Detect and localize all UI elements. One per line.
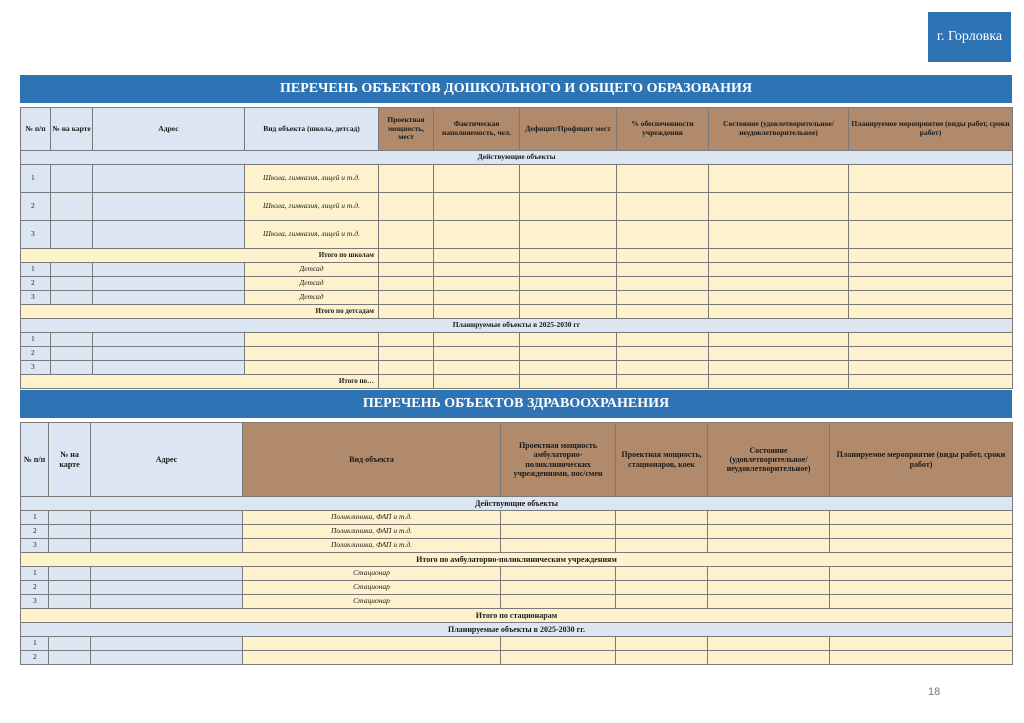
row-number: 3 bbox=[21, 361, 51, 375]
object-type-cell: Стационар bbox=[243, 595, 501, 609]
data-cell bbox=[708, 595, 830, 609]
col-header-address: Адрес bbox=[91, 423, 243, 497]
row-number: 3 bbox=[21, 291, 51, 305]
table-row bbox=[21, 221, 1013, 249]
map-number-cell bbox=[49, 511, 91, 525]
data-cell bbox=[520, 165, 617, 193]
data-cell bbox=[379, 193, 434, 221]
address-cell bbox=[93, 333, 245, 347]
data-cell bbox=[617, 221, 709, 249]
data-cell bbox=[617, 347, 709, 361]
data-cell bbox=[708, 637, 830, 651]
table-row bbox=[21, 361, 1013, 375]
table-row bbox=[21, 651, 1013, 665]
data-cell bbox=[379, 277, 434, 291]
row-number: 2 bbox=[21, 651, 49, 665]
address-cell bbox=[91, 525, 243, 539]
data-cell bbox=[379, 249, 434, 263]
map-number-cell bbox=[51, 277, 93, 291]
section-row bbox=[21, 623, 1013, 637]
address-cell bbox=[93, 193, 245, 221]
table-row bbox=[21, 193, 1013, 221]
map-number-cell bbox=[51, 221, 93, 249]
data-cell bbox=[709, 221, 849, 249]
data-cell bbox=[709, 375, 849, 389]
section-planned-label: Планируемые объекты в 2025-2030 гг bbox=[21, 319, 1013, 333]
data-cell bbox=[501, 595, 616, 609]
table-row bbox=[21, 595, 1013, 609]
address-cell bbox=[91, 581, 243, 595]
data-cell bbox=[708, 651, 830, 665]
row-number: 2 bbox=[21, 347, 51, 361]
data-cell bbox=[434, 333, 520, 347]
data-cell bbox=[709, 333, 849, 347]
object-type-cell: Школа, гимназия, лицей и т.д. bbox=[245, 193, 379, 221]
address-cell bbox=[91, 567, 243, 581]
total-kindergartens-label: Итого по детсадам bbox=[21, 305, 379, 319]
data-cell bbox=[617, 263, 709, 277]
map-number-cell bbox=[49, 525, 91, 539]
data-cell bbox=[520, 347, 617, 361]
map-number-cell bbox=[51, 361, 93, 375]
data-cell bbox=[501, 511, 616, 525]
total-row bbox=[21, 609, 1013, 623]
address-cell bbox=[91, 511, 243, 525]
object-type-cell bbox=[245, 347, 379, 361]
map-number-cell bbox=[49, 595, 91, 609]
health-table-title: ПЕРЕЧЕНЬ ОБЪЕКТОВ ЗДРАВООХРАНЕНИЯ bbox=[20, 390, 1012, 418]
data-cell bbox=[501, 567, 616, 581]
total-schools-label: Итого по школам bbox=[21, 249, 379, 263]
data-cell bbox=[709, 291, 849, 305]
object-type-cell: Поликлиника, ФАП и т.д. bbox=[243, 525, 501, 539]
table-row bbox=[21, 567, 1013, 581]
data-cell bbox=[849, 221, 1013, 249]
data-cell bbox=[434, 165, 520, 193]
data-cell bbox=[501, 539, 616, 553]
data-cell bbox=[434, 263, 520, 277]
row-number: 2 bbox=[21, 581, 49, 595]
map-number-cell bbox=[51, 333, 93, 347]
data-cell bbox=[434, 375, 520, 389]
data-cell bbox=[520, 333, 617, 347]
data-cell bbox=[379, 375, 434, 389]
object-type-cell: Детсад bbox=[245, 291, 379, 305]
total-row bbox=[21, 553, 1013, 567]
data-cell bbox=[434, 193, 520, 221]
col-header-actual-occupancy: Фактическая наполняемость, чел. bbox=[434, 108, 520, 151]
data-cell bbox=[849, 305, 1013, 319]
data-cell bbox=[708, 539, 830, 553]
data-cell bbox=[617, 375, 709, 389]
data-cell bbox=[849, 249, 1013, 263]
section-row bbox=[21, 319, 1013, 333]
data-cell bbox=[616, 637, 708, 651]
data-cell bbox=[617, 305, 709, 319]
object-type-cell: Детсад bbox=[245, 277, 379, 291]
address-cell bbox=[93, 263, 245, 277]
data-cell bbox=[434, 291, 520, 305]
data-cell bbox=[830, 525, 1013, 539]
col-header-number: № п/п bbox=[21, 108, 51, 151]
data-cell bbox=[708, 511, 830, 525]
col-header-address: Адрес bbox=[93, 108, 245, 151]
map-number-cell bbox=[51, 193, 93, 221]
row-number: 1 bbox=[21, 263, 51, 277]
address-cell bbox=[91, 539, 243, 553]
object-type-cell: Стационар bbox=[243, 567, 501, 581]
row-number: 1 bbox=[21, 165, 51, 193]
object-type-cell bbox=[243, 637, 501, 651]
address-cell bbox=[91, 651, 243, 665]
data-cell bbox=[434, 361, 520, 375]
table-row bbox=[21, 539, 1013, 553]
data-cell bbox=[434, 277, 520, 291]
data-cell bbox=[830, 511, 1013, 525]
data-cell bbox=[617, 361, 709, 375]
data-cell bbox=[434, 221, 520, 249]
map-number-cell bbox=[51, 165, 93, 193]
section-planned-label: Планируемые объекты в 2025-2030 гг. bbox=[21, 623, 1013, 637]
map-number-cell bbox=[51, 291, 93, 305]
data-cell bbox=[434, 347, 520, 361]
section-active-label: Действующие объекты bbox=[21, 151, 1013, 165]
data-cell bbox=[709, 165, 849, 193]
address-cell bbox=[93, 291, 245, 305]
data-cell bbox=[708, 525, 830, 539]
address-cell bbox=[93, 361, 245, 375]
data-cell bbox=[830, 637, 1013, 651]
data-cell bbox=[379, 361, 434, 375]
data-cell bbox=[849, 347, 1013, 361]
data-cell bbox=[520, 375, 617, 389]
data-cell bbox=[616, 651, 708, 665]
col-header-object-type: Вид объекта (школа, детсад) bbox=[245, 108, 379, 151]
table-row bbox=[21, 637, 1013, 651]
map-number-cell bbox=[49, 637, 91, 651]
section-row bbox=[21, 497, 1013, 511]
address-cell bbox=[91, 637, 243, 651]
map-number-cell bbox=[51, 263, 93, 277]
health-table bbox=[20, 422, 1013, 665]
education-table-title: ПЕРЕЧЕНЬ ОБЪЕКТОВ ДОШКОЛЬНОГО И ОБЩЕГО ОБРАЗОВАНИЯ bbox=[20, 75, 1012, 103]
total-planned-label: Итого по… bbox=[21, 375, 379, 389]
col-header-planned-measure: Планируемое мероприятие (виды работ, сроки работ) bbox=[849, 108, 1013, 151]
data-cell bbox=[501, 637, 616, 651]
row-number: 2 bbox=[21, 193, 51, 221]
col-header-condition: Состояние (удовлетворительное/ неудовлетворительное) bbox=[708, 423, 830, 497]
object-type-cell: Школа, гимназия, лицей и т.д. bbox=[245, 221, 379, 249]
data-cell bbox=[616, 567, 708, 581]
page-number: 18 bbox=[928, 686, 941, 698]
data-cell bbox=[616, 511, 708, 525]
object-type-cell bbox=[245, 333, 379, 347]
table-row bbox=[21, 165, 1013, 193]
table-row bbox=[21, 581, 1013, 595]
col-header-map-number: № на карте bbox=[49, 423, 91, 497]
address-cell bbox=[93, 165, 245, 193]
data-cell bbox=[617, 277, 709, 291]
data-cell bbox=[709, 249, 849, 263]
data-cell bbox=[616, 539, 708, 553]
data-cell bbox=[379, 305, 434, 319]
data-cell bbox=[617, 193, 709, 221]
data-cell bbox=[434, 249, 520, 263]
city-badge: г. Горловка bbox=[928, 12, 1011, 62]
row-number: 1 bbox=[21, 637, 49, 651]
data-cell bbox=[849, 193, 1013, 221]
data-cell bbox=[849, 361, 1013, 375]
data-cell bbox=[379, 221, 434, 249]
total-clinics-label: Итого по амбулаторно-поликлиническим учреждениям bbox=[21, 553, 1013, 567]
object-type-cell: Стационар bbox=[243, 581, 501, 595]
health-header-row bbox=[21, 423, 1013, 497]
object-type-cell: Поликлиника, ФАП и т.д. bbox=[243, 511, 501, 525]
row-number: 3 bbox=[21, 595, 49, 609]
object-type-cell: Поликлиника, ФАП и т.д. bbox=[243, 539, 501, 553]
row-number: 1 bbox=[21, 333, 51, 347]
data-cell bbox=[617, 333, 709, 347]
map-number-cell bbox=[49, 539, 91, 553]
total-hospitals-label: Итого по стационарам bbox=[21, 609, 1013, 623]
object-type-cell bbox=[245, 361, 379, 375]
data-cell bbox=[849, 277, 1013, 291]
row-number: 2 bbox=[21, 525, 49, 539]
map-number-cell bbox=[49, 651, 91, 665]
col-header-map-number: № на карте bbox=[51, 108, 93, 151]
table-row bbox=[21, 277, 1013, 291]
col-header-planned-measure: Планируемое мероприятие (виды работ, сроки работ) bbox=[830, 423, 1013, 497]
data-cell bbox=[849, 263, 1013, 277]
col-header-object-type: Вид объекта bbox=[243, 423, 501, 497]
data-cell bbox=[709, 277, 849, 291]
data-cell bbox=[379, 347, 434, 361]
col-header-outpatient-capacity: Проектная мощность амбулаторно-поликлинических учреждениями, пос/смен bbox=[501, 423, 616, 497]
data-cell bbox=[830, 581, 1013, 595]
data-cell bbox=[379, 165, 434, 193]
data-cell bbox=[830, 595, 1013, 609]
table-row bbox=[21, 511, 1013, 525]
data-cell bbox=[520, 277, 617, 291]
data-cell bbox=[830, 539, 1013, 553]
row-number: 2 bbox=[21, 277, 51, 291]
col-header-deficit-surplus: Дефицит/Профицит мест bbox=[520, 108, 617, 151]
address-cell bbox=[91, 595, 243, 609]
total-row bbox=[21, 249, 1013, 263]
data-cell bbox=[520, 193, 617, 221]
data-cell bbox=[616, 595, 708, 609]
map-number-cell bbox=[49, 581, 91, 595]
data-cell bbox=[520, 249, 617, 263]
section-row bbox=[21, 151, 1013, 165]
col-header-hospital-capacity: Проектная мощность, стационаров, коек bbox=[616, 423, 708, 497]
col-header-design-capacity: Проектная мощность, мест bbox=[379, 108, 434, 151]
data-cell bbox=[830, 567, 1013, 581]
object-type-cell bbox=[243, 651, 501, 665]
total-row bbox=[21, 305, 1013, 319]
object-type-cell: Школа, гимназия, лицей и т.д. bbox=[245, 165, 379, 193]
data-cell bbox=[379, 263, 434, 277]
map-number-cell bbox=[51, 347, 93, 361]
data-cell bbox=[617, 165, 709, 193]
total-row bbox=[21, 375, 1013, 389]
address-cell bbox=[93, 221, 245, 249]
col-header-number: № п/п bbox=[21, 423, 49, 497]
data-cell bbox=[501, 581, 616, 595]
data-cell bbox=[708, 567, 830, 581]
table-row bbox=[21, 525, 1013, 539]
address-cell bbox=[93, 347, 245, 361]
data-cell bbox=[849, 375, 1013, 389]
education-header-row bbox=[21, 108, 1013, 151]
section-active-label: Действующие объекты bbox=[21, 497, 1013, 511]
table-row bbox=[21, 333, 1013, 347]
data-cell bbox=[849, 291, 1013, 305]
data-cell bbox=[379, 291, 434, 305]
object-type-cell: Детсад bbox=[245, 263, 379, 277]
data-cell bbox=[520, 263, 617, 277]
row-number: 1 bbox=[21, 567, 49, 581]
col-header-condition: Состояние (удовлетворительное/ неудовлетворительное) bbox=[709, 108, 849, 151]
data-cell bbox=[709, 263, 849, 277]
data-cell bbox=[849, 333, 1013, 347]
data-cell bbox=[709, 305, 849, 319]
row-number: 3 bbox=[21, 539, 49, 553]
data-cell bbox=[434, 305, 520, 319]
data-cell bbox=[520, 305, 617, 319]
data-cell bbox=[520, 221, 617, 249]
data-cell bbox=[520, 291, 617, 305]
table-row bbox=[21, 347, 1013, 361]
education-table bbox=[20, 107, 1013, 389]
data-cell bbox=[520, 361, 617, 375]
row-number: 3 bbox=[21, 221, 51, 249]
data-cell bbox=[501, 651, 616, 665]
data-cell bbox=[849, 165, 1013, 193]
col-header-provision-percent: % обеспеченности учреждения bbox=[617, 108, 709, 151]
data-cell bbox=[617, 249, 709, 263]
data-cell bbox=[617, 291, 709, 305]
data-cell bbox=[830, 651, 1013, 665]
row-number: 1 bbox=[21, 511, 49, 525]
data-cell bbox=[616, 525, 708, 539]
map-number-cell bbox=[49, 567, 91, 581]
table-row bbox=[21, 263, 1013, 277]
data-cell bbox=[708, 581, 830, 595]
data-cell bbox=[501, 525, 616, 539]
address-cell bbox=[93, 277, 245, 291]
data-cell bbox=[616, 581, 708, 595]
data-cell bbox=[709, 347, 849, 361]
data-cell bbox=[379, 333, 434, 347]
table-row bbox=[21, 291, 1013, 305]
data-cell bbox=[709, 193, 849, 221]
data-cell bbox=[709, 361, 849, 375]
